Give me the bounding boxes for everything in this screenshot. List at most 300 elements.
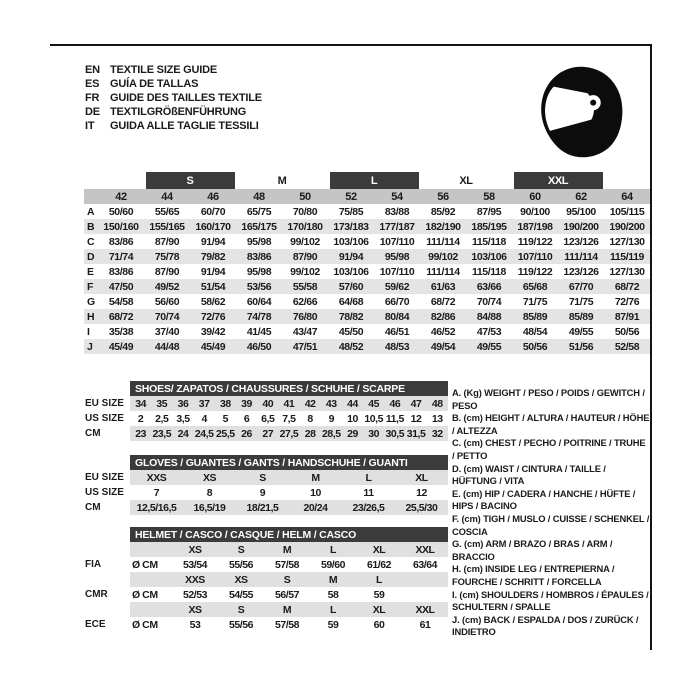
size-cell: 87/91 xyxy=(604,309,650,324)
section-row-label xyxy=(85,572,130,587)
size-cell: 46/52 xyxy=(430,325,456,338)
row-letter: G xyxy=(87,295,95,308)
section-cell: 10 xyxy=(310,486,321,499)
section-cell xyxy=(130,542,172,557)
section-row-label xyxy=(85,542,130,557)
row-letter: F xyxy=(84,279,98,294)
language-code-es: ES xyxy=(85,78,100,90)
legend-item: C. (cm) CHEST / PECHO / POITRINE / TRUHE / PETTO xyxy=(452,437,646,461)
gloves-table-label-spacer xyxy=(85,455,130,470)
legend-item: H. (cm) INSIDE LEG / ENTREPIERNA / FOURCHE / SCHRITT / FORCELLA xyxy=(452,563,615,587)
size-cell: 111/114 xyxy=(426,265,460,278)
size-cell: 49/55 xyxy=(568,325,594,338)
section-cell: 61/62 xyxy=(366,558,392,571)
size-col-header-58: 58 xyxy=(466,189,512,204)
measurement-legend xyxy=(452,387,650,639)
size-cell: 150/160 xyxy=(98,219,144,234)
row-letter: J xyxy=(84,339,98,354)
language-code-fr: FR xyxy=(85,92,100,104)
helmet-table-row xyxy=(85,602,448,617)
language-title-de: TEXTILGRÖßENFÜHRUNG xyxy=(110,106,247,118)
size-cell: 35/38 xyxy=(108,325,134,338)
size-col-header-54: 54 xyxy=(374,189,420,204)
legend-item: I. (cm) SHOULDERS / HOMBROS / ÉPAULES / SCHULTERN / SPALLE xyxy=(452,588,649,613)
size-cell: 48/54 xyxy=(522,325,548,338)
section-cell xyxy=(402,572,448,587)
size-cell: 57/60 xyxy=(328,279,374,294)
helmet-table-row xyxy=(85,617,448,632)
section-cell: M xyxy=(289,470,342,485)
size-cell: 91/94 xyxy=(200,265,226,278)
legend-item: G. (cm) ARM / BRAZO / BRAS / ARM / BRACCIO xyxy=(452,538,613,562)
section-cell: 60 xyxy=(373,618,385,631)
size-cell: 46/51 xyxy=(384,325,410,338)
row-letter: B xyxy=(84,219,98,234)
size-cell: 74/78 xyxy=(236,309,282,324)
size-cell: 91/94 xyxy=(328,249,374,264)
size-cell: 84/88 xyxy=(466,309,512,324)
size-cell: 91/94 xyxy=(200,235,226,248)
section-cell: S xyxy=(264,572,310,587)
size-cell: 47/51 xyxy=(282,339,328,354)
language-title-es: GUÍA DE TALLAS xyxy=(110,78,199,90)
section-cell: 9 xyxy=(259,486,266,499)
size-cell: 45/49 xyxy=(190,339,236,354)
section-cell: 36 xyxy=(172,396,193,411)
section-cell xyxy=(402,587,448,602)
size-group-row xyxy=(84,172,650,189)
section-row-label: US SIZE xyxy=(85,487,124,498)
row-letter: E xyxy=(87,265,94,278)
section-cell: S xyxy=(218,602,264,617)
size-col-header-60: 60 xyxy=(512,189,558,204)
gloves-size-table xyxy=(85,455,448,515)
section-cell: 41 xyxy=(278,396,299,411)
size-cell: 119/122 xyxy=(517,265,553,278)
size-cell: 115/119 xyxy=(604,249,650,264)
size-cell: 65/75 xyxy=(246,205,272,218)
size-cell: 49/52 xyxy=(144,279,190,294)
size-cell: 45/50 xyxy=(338,325,364,338)
size-cell: 75/78 xyxy=(144,249,190,264)
section-cell: 61 xyxy=(419,618,431,631)
section-cell: 16,5/19 xyxy=(183,500,236,515)
section-cell: 7,5 xyxy=(282,412,296,425)
section-cell: 25,5/30 xyxy=(395,500,448,515)
size-cell: 83/88 xyxy=(384,205,410,218)
helmet-table-label-spacer xyxy=(85,527,130,542)
section-cell: Ø CM xyxy=(132,558,158,571)
size-cell: 54/58 xyxy=(108,295,134,308)
size-cell: 41/45 xyxy=(246,325,272,338)
size-cell: 39/42 xyxy=(200,325,226,338)
size-col-header-62: 62 xyxy=(558,189,604,204)
helmet-table-title-row xyxy=(85,527,448,542)
size-cell: 185/195 xyxy=(466,219,512,234)
section-row-label: EU SIZE xyxy=(85,472,124,483)
size-col-header-42: 42 xyxy=(98,189,144,204)
section-cell: 52/53 xyxy=(182,588,208,601)
legend-item: A. (Kg) WEIGHT / PESO / POIDS / GEWITCH / PESO xyxy=(452,387,645,411)
section-cell: XL xyxy=(356,542,402,557)
size-cell: 95/100 xyxy=(566,205,596,218)
size-cell: 90/100 xyxy=(520,205,550,218)
size-cell: 76/80 xyxy=(282,309,328,324)
size-cell: 87/90 xyxy=(282,249,328,264)
size-cell: 67/70 xyxy=(558,279,604,294)
gloves-table-row xyxy=(85,485,448,500)
section-cell: XXS xyxy=(130,470,183,485)
size-cell: 87/95 xyxy=(476,205,502,218)
size-group-spacer xyxy=(604,172,650,189)
helmet-title: HELMET / CASCO / CASQUE / HELM / CASCO xyxy=(130,527,448,542)
section-cell: 53/54 xyxy=(182,558,208,571)
shoes-table-title-row xyxy=(85,381,448,396)
size-cell: 61/63 xyxy=(420,279,466,294)
size-col-header-48: 48 xyxy=(236,189,282,204)
section-cell: S xyxy=(218,542,264,557)
size-group-xl: XL xyxy=(459,174,473,187)
section-cell: 9 xyxy=(328,412,334,425)
size-cell: 65/68 xyxy=(512,279,558,294)
helmet-size-table xyxy=(85,527,448,632)
section-cell: 12 xyxy=(410,412,422,425)
size-cell: 173/183 xyxy=(328,219,374,234)
size-cell: 70/74 xyxy=(144,309,190,324)
measure-row-b xyxy=(84,219,650,234)
shoes-table-row xyxy=(85,396,448,411)
size-cell: 70/80 xyxy=(292,205,318,218)
section-cell: 55/56 xyxy=(228,618,254,631)
size-cell: 123/126 xyxy=(563,265,599,278)
size-cell: 190/200 xyxy=(558,219,604,234)
section-cell: 6,5 xyxy=(261,412,275,425)
section-cell: XL xyxy=(356,602,402,617)
section-row-label: FIA xyxy=(85,559,102,570)
size-cell: 83/86 xyxy=(236,249,282,264)
size-cell: 71/75 xyxy=(568,295,594,308)
size-cell: 56/60 xyxy=(154,295,180,308)
visor-pivot-dot xyxy=(590,100,596,106)
size-cell: 82/86 xyxy=(420,309,466,324)
section-cell: 59 xyxy=(373,588,385,601)
size-group-s: S xyxy=(144,172,236,189)
gloves-table-row xyxy=(85,470,448,485)
section-cell: 5 xyxy=(222,412,229,425)
size-row-corner xyxy=(84,189,98,204)
section-cell: XXS xyxy=(172,572,218,587)
section-cell: 40 xyxy=(257,396,278,411)
language-code-en: EN xyxy=(85,64,100,76)
section-row-label: CMR xyxy=(85,589,108,600)
size-cell: 87/90 xyxy=(154,265,180,278)
section-cell: XS xyxy=(172,542,218,557)
section-row-label: CM xyxy=(85,428,101,439)
shoes-size-table xyxy=(85,381,448,441)
size-cell: 55/58 xyxy=(282,279,328,294)
size-cell: 48/53 xyxy=(374,339,420,354)
size-col-header-64: 64 xyxy=(604,189,650,204)
size-cell: 103/106 xyxy=(466,249,512,264)
size-col-header-44: 44 xyxy=(144,189,190,204)
row-letter: H xyxy=(84,309,98,324)
section-cell: 35 xyxy=(151,396,172,411)
size-number-row xyxy=(84,189,650,204)
size-cell: 182/190 xyxy=(420,219,466,234)
size-cell: 55/65 xyxy=(154,205,180,218)
size-cell: 45/49 xyxy=(98,339,144,354)
section-cell: 47 xyxy=(405,396,426,411)
size-cell: 127/130 xyxy=(609,265,645,278)
section-cell: 34 xyxy=(130,396,151,411)
section-cell: 12 xyxy=(416,486,427,499)
size-cell: 68/72 xyxy=(430,295,456,308)
section-cell: 53 xyxy=(189,618,201,631)
size-cell: 49/54 xyxy=(420,339,466,354)
measure-row-j xyxy=(84,339,650,354)
section-cell: L xyxy=(356,572,402,587)
size-cell: 85/89 xyxy=(512,309,558,324)
section-cell: 43 xyxy=(321,396,342,411)
section-cell: 23 xyxy=(130,426,151,441)
measure-row-f xyxy=(84,279,650,294)
size-cell: 44/48 xyxy=(144,339,190,354)
section-cell: 63/64 xyxy=(412,558,438,571)
size-cell: 53/56 xyxy=(236,279,282,294)
language-row xyxy=(85,105,262,119)
legend-item: B. (cm) HEIGHT / ALTURA / HAUTEUR / HÖHE / ALTEZZA xyxy=(452,412,650,436)
row-letter: D xyxy=(84,249,98,264)
language-code-it: IT xyxy=(85,120,95,132)
size-cell: 43/47 xyxy=(292,325,318,338)
section-cell: 12,5/16,5 xyxy=(130,500,183,515)
section-cell: 10,5 xyxy=(364,412,383,425)
section-cell: 39 xyxy=(236,396,257,411)
size-group-m: M xyxy=(277,174,287,187)
section-cell: M xyxy=(264,542,310,557)
section-cell: 3,5 xyxy=(176,412,190,425)
size-cell: 95/98 xyxy=(246,265,272,278)
size-cell: 107/110 xyxy=(512,249,558,264)
measure-row-a xyxy=(84,204,650,219)
section-cell: 29 xyxy=(342,426,363,441)
section-cell: 10 xyxy=(347,412,358,425)
section-cell: 27 xyxy=(257,426,278,441)
section-cell: 24,5 xyxy=(194,427,214,440)
size-cell: 47/53 xyxy=(476,325,502,338)
size-group-xxl: XXL xyxy=(512,172,604,189)
section-cell: 59/60 xyxy=(320,558,346,571)
section-row-label xyxy=(85,602,130,617)
size-cell: 78/82 xyxy=(328,309,374,324)
size-cell: 190/200 xyxy=(604,219,650,234)
size-cell: 83/86 xyxy=(108,235,134,248)
measure-row-h xyxy=(84,309,650,324)
size-cell: 115/118 xyxy=(472,265,506,278)
size-cell: 165/175 xyxy=(236,219,282,234)
size-cell: 160/170 xyxy=(190,219,236,234)
size-cell: 37/40 xyxy=(154,325,180,338)
section-cell: XS xyxy=(172,602,218,617)
section-cell: XL xyxy=(395,470,448,485)
size-cell: 79/82 xyxy=(190,249,236,264)
section-cell: XXL xyxy=(402,602,448,617)
size-cell: 103/106 xyxy=(333,235,369,248)
gloves-table-title-row xyxy=(85,455,448,470)
section-cell: 28 xyxy=(300,426,321,441)
size-cell: 83/86 xyxy=(108,265,134,278)
section-cell: 27,5 xyxy=(279,427,299,440)
section-cell: 30,5 xyxy=(385,427,405,440)
size-cell: 111/114 xyxy=(426,235,460,248)
section-cell: 57/58 xyxy=(274,558,300,571)
section-cell: L xyxy=(310,602,356,617)
size-cell: 62/66 xyxy=(292,295,318,308)
size-cell: 105/115 xyxy=(609,205,645,218)
section-cell: 37 xyxy=(194,396,215,411)
legend-item: E. (cm) HIP / CADERA / HANCHE / HÜFTE / HIPS / BACINO xyxy=(452,487,636,512)
legend-item: F. (cm) TIGH / MUSLO / CUISSE / SCHENKEL / COSCIA xyxy=(452,512,650,537)
section-cell: 2 xyxy=(137,412,144,425)
size-col-header-50: 50 xyxy=(282,189,328,204)
size-cell: 48/52 xyxy=(328,339,374,354)
section-cell: 26 xyxy=(236,426,257,441)
row-letter: C xyxy=(87,235,95,248)
size-cell: 123/126 xyxy=(563,235,599,248)
size-cell: 66/70 xyxy=(384,295,410,308)
size-cell: 99/102 xyxy=(290,265,320,278)
section-cell: 8 xyxy=(307,412,313,425)
section-cell: M xyxy=(264,602,310,617)
size-cell: 63/66 xyxy=(466,279,512,294)
language-row xyxy=(85,91,262,105)
section-cell xyxy=(130,572,172,587)
size-cell: 52/58 xyxy=(604,339,650,354)
section-cell: 8 xyxy=(206,486,213,499)
size-cell: 80/84 xyxy=(374,309,420,324)
size-cell: 72/76 xyxy=(614,295,640,308)
section-cell: 11 xyxy=(363,486,374,499)
size-cell: 99/102 xyxy=(290,235,320,248)
size-col-header-52: 52 xyxy=(328,189,374,204)
section-cell: 20/24 xyxy=(289,500,342,515)
size-cell: 115/118 xyxy=(472,235,506,248)
section-cell: 38 xyxy=(215,396,236,411)
measure-row-i xyxy=(84,324,650,339)
size-cell: 87/90 xyxy=(154,235,180,248)
section-cell: 2,5 xyxy=(155,412,169,425)
helmet-table-row xyxy=(85,572,448,587)
section-cell: Ø CM xyxy=(132,618,158,631)
section-cell: 59 xyxy=(327,618,339,631)
size-cell: 95/98 xyxy=(374,249,420,264)
size-cell: 85/89 xyxy=(558,309,604,324)
section-cell: 31,5 xyxy=(406,427,426,440)
measure-row-e xyxy=(84,264,650,279)
size-cell: 50/56 xyxy=(614,325,640,338)
size-cell: 50/60 xyxy=(108,205,134,218)
size-cell: 60/70 xyxy=(200,205,226,218)
section-cell: 55/56 xyxy=(228,558,254,571)
language-row xyxy=(85,77,262,91)
size-cell: 70/74 xyxy=(476,295,502,308)
section-cell: 48 xyxy=(427,396,448,411)
section-cell xyxy=(130,602,172,617)
section-cell: M xyxy=(310,572,356,587)
section-cell: 32 xyxy=(427,426,448,441)
section-cell: 28,5 xyxy=(321,427,341,440)
language-title-fr: GUIDE DES TAILLES TEXTILE xyxy=(110,92,262,104)
size-cell: 49/55 xyxy=(466,339,512,354)
shoes-table-row xyxy=(85,426,448,441)
textile-size-table xyxy=(84,172,650,354)
size-cell: 51/56 xyxy=(558,339,604,354)
size-cell: 107/110 xyxy=(379,235,415,248)
size-cell: 60/64 xyxy=(246,295,272,308)
helmet-table-row xyxy=(85,542,448,557)
size-cell: 51/54 xyxy=(190,279,236,294)
size-col-header-56: 56 xyxy=(420,189,466,204)
size-cell: 58/62 xyxy=(200,295,226,308)
shoes-title: SHOES/ ZAPATOS / CHAUSSURES / SCHUHE / SCARPE xyxy=(130,381,448,396)
section-cell: Ø CM xyxy=(132,588,158,601)
section-cell: 58 xyxy=(327,588,339,601)
size-cell: 155/165 xyxy=(144,219,190,234)
language-row xyxy=(85,119,262,133)
shoes-table-label-spacer xyxy=(85,381,130,396)
section-cell: 44 xyxy=(342,396,363,411)
size-cell: 85/92 xyxy=(430,205,456,218)
language-code-de: DE xyxy=(85,106,100,118)
section-cell: 54/55 xyxy=(228,588,254,601)
section-cell: 24 xyxy=(172,426,193,441)
size-cell: 50/56 xyxy=(512,339,558,354)
measure-row-d xyxy=(84,249,650,264)
shoes-table-row xyxy=(85,411,448,426)
language-title-block xyxy=(85,63,262,133)
size-cell: 71/75 xyxy=(522,295,548,308)
size-cell: 75/85 xyxy=(338,205,364,218)
gloves-table-row xyxy=(85,500,448,515)
size-cell: 127/130 xyxy=(609,235,645,248)
size-col-header-46: 46 xyxy=(190,189,236,204)
section-cell: 30 xyxy=(363,426,384,441)
size-cell: 99/102 xyxy=(420,249,466,264)
section-cell: 45 xyxy=(363,396,384,411)
section-cell: 4 xyxy=(201,412,207,425)
section-row-label: US SIZE xyxy=(85,413,124,424)
section-row-label: CM xyxy=(85,502,101,513)
size-cell: 95/98 xyxy=(246,235,272,248)
size-group-spacer xyxy=(84,172,144,189)
size-cell: 64/68 xyxy=(338,295,364,308)
size-cell: 177/187 xyxy=(374,219,420,234)
section-cell: 25,5 xyxy=(216,427,235,440)
section-cell: 13 xyxy=(431,412,443,425)
helmet-table-row xyxy=(85,587,448,602)
size-cell: 107/110 xyxy=(379,265,415,278)
section-cell: L xyxy=(342,470,395,485)
measure-row-c xyxy=(84,234,650,249)
size-cell: 170/180 xyxy=(282,219,328,234)
size-cell: 103/106 xyxy=(333,265,369,278)
racing-helmet-icon xyxy=(534,64,628,162)
size-cell: 59/62 xyxy=(374,279,420,294)
section-cell: 57/58 xyxy=(274,618,300,631)
gloves-title: GLOVES / GUANTES / GANTS / HANDSCHUHE / GUANTI xyxy=(130,455,448,470)
size-cell: 187/198 xyxy=(512,219,558,234)
section-cell: S xyxy=(236,470,289,485)
